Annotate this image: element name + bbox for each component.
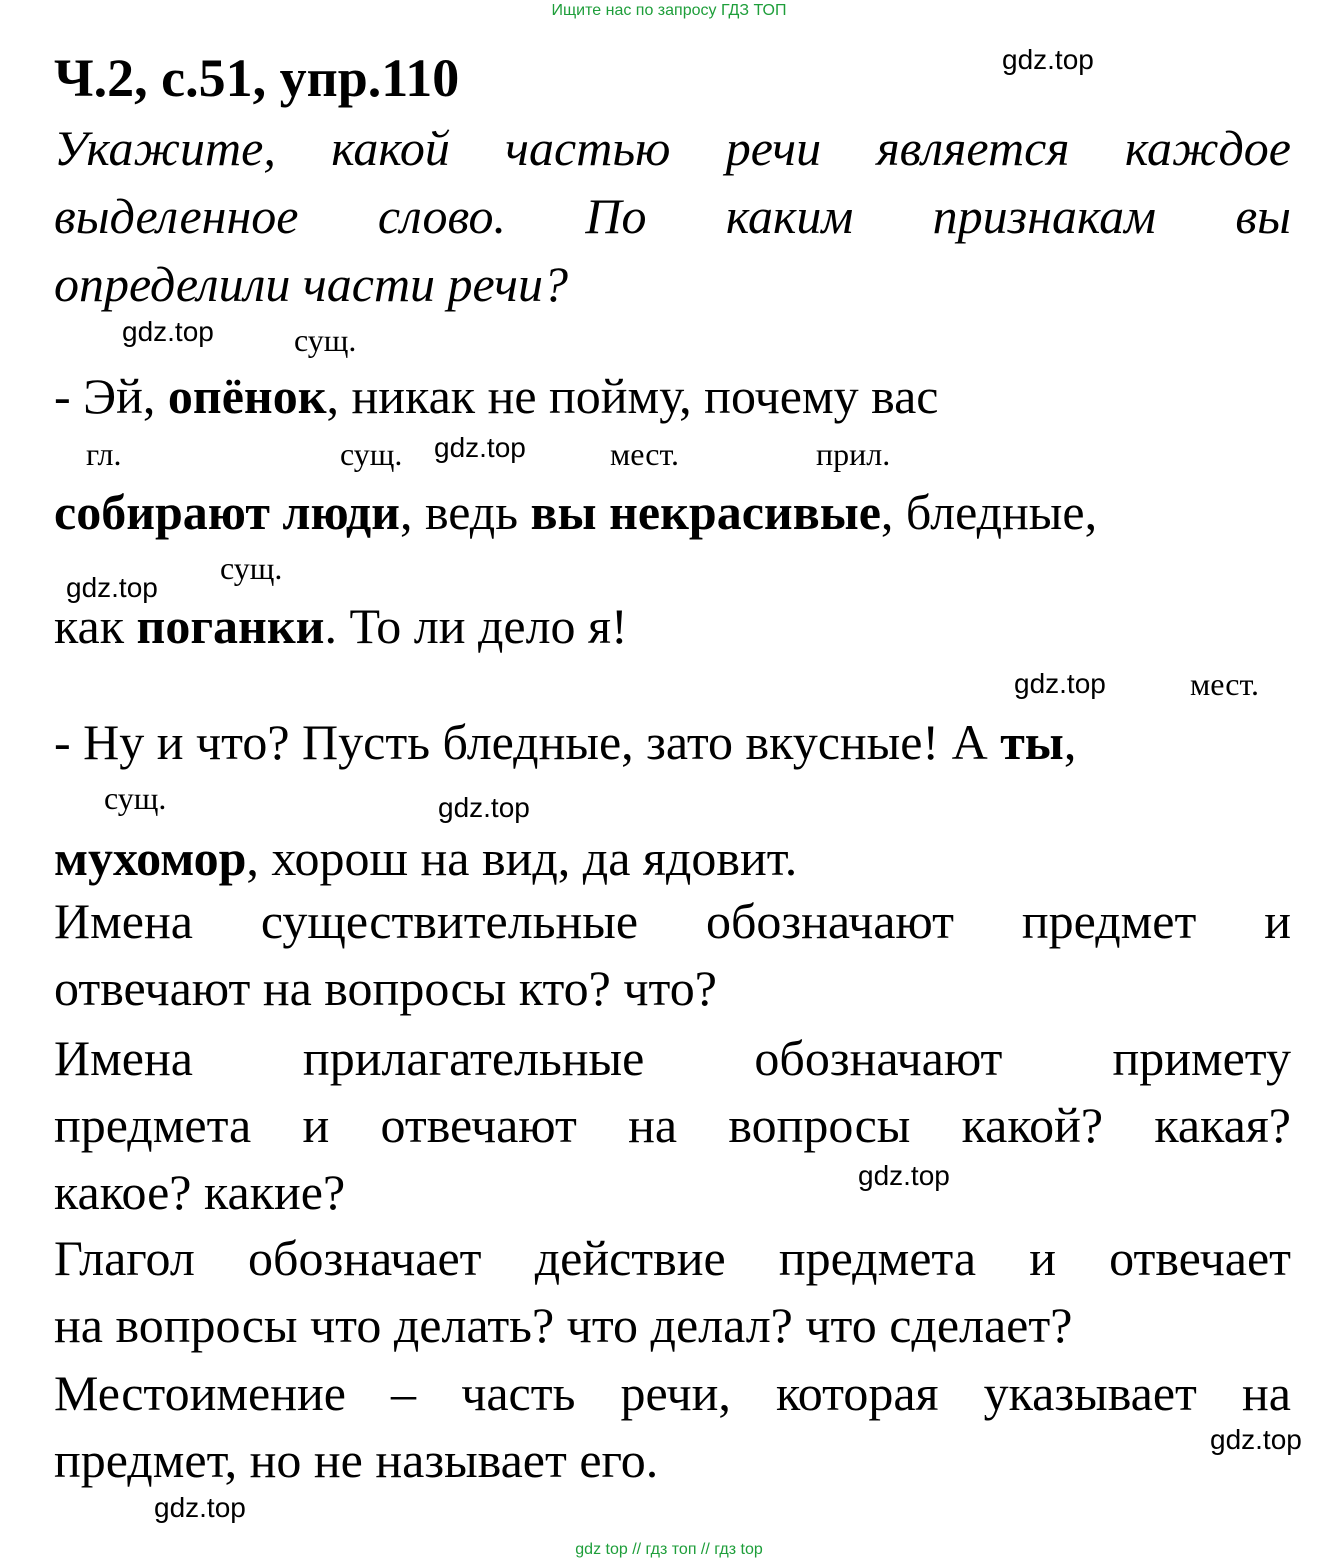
word-muhomor: мухомор: [54, 830, 247, 886]
noun-label: сущ.: [220, 550, 283, 586]
text: , ведь: [399, 484, 531, 540]
rule-pronoun: [54, 1360, 1291, 1494]
word-lyudi: люди: [282, 484, 400, 540]
rule-line: на вопросы что делать? что делал? что сделает?: [54, 1297, 1073, 1353]
watermark: gdz.top: [154, 1492, 246, 1523]
rule-line: какое? какие?: [54, 1164, 346, 1220]
task-line: определили части речи?: [54, 256, 568, 312]
task-line: выделенное слово. По каким признакам вы: [54, 188, 1291, 244]
watermark: gdz.top: [1002, 44, 1094, 75]
rule-line: предмета и отвечают на вопросы какой? какая?: [54, 1097, 1291, 1153]
watermark: gdz.top: [122, 316, 214, 347]
noun-label: сущ.: [294, 322, 357, 358]
watermark: gdz.top: [858, 1160, 950, 1191]
dialogue-line-5: [54, 828, 797, 888]
rule-line: Имена прилагательные обозначают примету: [54, 1030, 1291, 1086]
text: [270, 484, 283, 540]
verb-label: гл.: [86, 436, 122, 472]
rule-line: Глагол обозначает действие предмета и отвечает: [54, 1230, 1291, 1286]
dialogue-line-3: [54, 596, 628, 656]
word-poganki: поганки: [136, 598, 325, 654]
noun-label: сущ.: [340, 436, 403, 472]
watermark: gdz.top: [434, 432, 526, 463]
pronoun-label: мест.: [610, 436, 680, 472]
text: - Эй,: [54, 368, 168, 424]
text: - Ну и что? Пусть бледные, зато вкусные! А: [54, 714, 1001, 770]
footer-links[interactable]: gdz top // гдз топ // гдз top: [575, 1541, 763, 1558]
dialogue-line-2: [54, 482, 1097, 542]
watermark: gdz.top: [1210, 1424, 1302, 1455]
word-sobirayut: собирают: [54, 484, 270, 540]
text: . То ли дело я!: [324, 598, 628, 654]
watermark: gdz.top: [66, 572, 158, 603]
rule-adjective: [54, 1025, 1291, 1226]
rule-line: отвечают на вопросы кто? что?: [54, 960, 717, 1016]
page-title: Ч.2, с.51, упр.110: [54, 48, 460, 108]
text: , хорош на вид, да ядовит.: [246, 830, 798, 886]
text: как: [54, 598, 137, 654]
word-openok: опёнок: [167, 368, 327, 424]
rule-line: Местоимение – часть речи, которая указывает на: [54, 1365, 1291, 1421]
task-text: [54, 114, 1291, 318]
word-ty: ты: [1000, 714, 1064, 770]
rule-line: предмет, но не называет его.: [54, 1432, 659, 1488]
text: , никак не пойму, почему вас: [326, 368, 939, 424]
watermark: gdz.top: [438, 792, 530, 823]
rule-line: Имена существительные обозначают предмет и: [54, 893, 1291, 949]
text: , бледные,: [880, 484, 1098, 540]
rule-verb: [54, 1225, 1291, 1359]
top-banner[interactable]: Ищите нас по запросу ГДЗ ТОП: [551, 2, 787, 19]
noun-label: сущ.: [104, 780, 167, 816]
pronoun-label: мест.: [1190, 666, 1260, 702]
word-vy-nekrasivye: вы некрасивые: [530, 484, 881, 540]
task-line: Укажите, какой частью речи является каждое: [54, 120, 1291, 176]
watermark: gdz.top: [1014, 668, 1106, 699]
dialogue-line-4: [54, 712, 1076, 772]
rule-noun: [54, 888, 1291, 1022]
adjective-label: прил.: [816, 436, 891, 472]
dialogue-line-1: [54, 366, 938, 426]
text: ,: [1063, 714, 1077, 770]
